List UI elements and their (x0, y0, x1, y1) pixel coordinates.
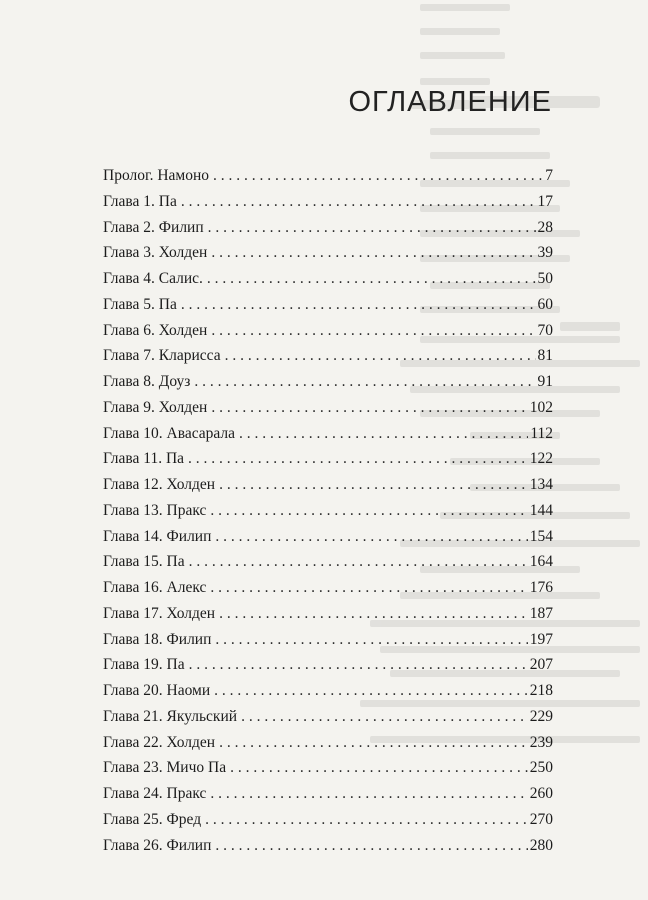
toc-entry-label: Глава 17. Холден (103, 604, 216, 622)
dot-leader (205, 807, 528, 833)
toc-entry (103, 215, 553, 241)
toc-entry-label: Глава 24. Пракс (103, 785, 207, 802)
toc-entry (103, 730, 553, 756)
toc-entry (103, 524, 553, 550)
page-title: ОГЛАВЛЕНИЕ (348, 86, 552, 118)
toc-entry-page: 164 (529, 553, 553, 571)
dot-leader (181, 292, 536, 318)
toc-entry-label: Пролог. Намоно (103, 167, 210, 184)
dot-leader (213, 163, 543, 189)
toc-entry-label: Глава 15. Па (103, 553, 185, 571)
toc-entry-page: 207 (529, 656, 553, 674)
toc-entry-label: Глава 26. Филип (103, 836, 212, 854)
dot-leader (219, 601, 528, 627)
toc-entry-label: Глава 4. Салис. (103, 270, 203, 287)
toc-entry (103, 704, 553, 730)
toc-entry-label: Глава 20. Наоми (103, 682, 211, 699)
toc-entry-label: Глава 8. Доуз (103, 373, 191, 390)
dot-leader (215, 833, 527, 859)
toc-entry-label: Глава 25. Фред (103, 810, 202, 828)
toc-entry-page: 50 (537, 270, 553, 287)
toc-entry-page: 81 (537, 347, 553, 365)
toc-entry-page: 187 (529, 604, 553, 622)
toc-entry-page: 280 (529, 836, 553, 854)
toc-entry (103, 678, 553, 704)
dot-leader (210, 575, 527, 601)
toc-entry-page: 122 (529, 450, 553, 468)
toc-entry-page: 250 (529, 759, 553, 777)
dot-leader (219, 730, 528, 756)
toc-entry-page: 17 (537, 192, 553, 210)
toc-entry-page: 154 (529, 527, 553, 545)
toc-entry-label: Глава 6. Холден (103, 321, 208, 339)
toc-entry-page: 260 (529, 785, 553, 802)
toc-entry-page: 176 (529, 579, 553, 596)
toc-entry (103, 601, 553, 627)
toc-entry-page: 112 (530, 424, 553, 442)
dot-leader (211, 240, 535, 266)
toc-entry (103, 446, 553, 472)
toc-entry-label: Глава 16. Алекс (103, 579, 207, 596)
dot-leader (225, 343, 536, 369)
toc-entry-label: Глава 3. Холден (103, 244, 208, 262)
toc-entry (103, 472, 553, 498)
toc-entry-page: 270 (529, 810, 553, 828)
toc-entry-page: 144 (529, 501, 553, 519)
toc-entry-label: Глава 5. Па (103, 295, 177, 313)
toc-entry-page: 229 (529, 707, 553, 725)
toc-entry-page: 134 (529, 476, 553, 493)
dot-leader (230, 755, 528, 781)
toc-entry-label: Глава 10. Авасарала (103, 424, 236, 442)
toc-entry (103, 421, 553, 447)
toc-entry (103, 575, 553, 601)
toc-entry-page: 70 (537, 321, 553, 339)
dot-leader (189, 549, 528, 575)
toc-entry (103, 627, 553, 653)
toc-entry-page: 7 (545, 167, 553, 184)
dot-leader (239, 421, 528, 447)
toc-entry-label: Глава 7. Кларисса (103, 347, 221, 365)
toc-entry (103, 807, 553, 833)
toc-entry-page: 91 (537, 373, 553, 390)
dot-leader (181, 189, 536, 215)
dot-leader (214, 678, 528, 704)
toc-entry (103, 163, 553, 189)
toc-entry (103, 240, 553, 266)
toc-entry-label: Глава 2. Филип (103, 218, 204, 236)
toc-entry (103, 652, 553, 678)
toc-entry-label: Глава 22. Холден (103, 733, 216, 751)
dot-leader (207, 266, 536, 292)
toc-entry (103, 549, 553, 575)
toc-entry (103, 318, 553, 344)
toc-entry-label: Глава 12. Холден (103, 476, 216, 493)
toc-entry-page: 60 (537, 295, 553, 313)
toc-entry (103, 833, 553, 859)
dot-leader (215, 524, 527, 550)
toc-entry-label: Глава 1. Па (103, 192, 177, 210)
dot-leader (210, 781, 527, 807)
toc-entry-label: Глава 13. Пракс (103, 501, 207, 519)
dot-leader (211, 395, 527, 421)
toc-entry (103, 189, 553, 215)
dot-leader (210, 498, 527, 524)
table-of-contents (103, 163, 553, 858)
toc-entry (103, 755, 553, 781)
dot-leader (219, 472, 528, 498)
toc-entry-page: 39 (537, 244, 553, 262)
toc-entry (103, 395, 553, 421)
toc-entry-label: Глава 11. Па (103, 450, 185, 468)
toc-entry (103, 266, 553, 292)
toc-entry (103, 292, 553, 318)
dot-leader (194, 369, 535, 395)
toc-entry-label: Глава 21. Якульский (103, 707, 238, 725)
dot-leader (215, 627, 527, 653)
toc-entry (103, 498, 553, 524)
toc-entry-page: 102 (529, 398, 553, 416)
toc-entry (103, 369, 553, 395)
dot-leader (188, 446, 528, 472)
toc-entry-label: Глава 23. Мичо Па (103, 759, 227, 777)
toc-entry-page: 218 (529, 682, 553, 699)
toc-entry-page: 239 (529, 733, 553, 751)
toc-entry-label: Глава 18. Филип (103, 630, 212, 648)
toc-entry (103, 781, 553, 807)
toc-entry-page: 28 (537, 218, 553, 236)
toc-entry (103, 343, 553, 369)
toc-entry-label: Глава 19. Па (103, 656, 185, 674)
dot-leader (189, 652, 528, 678)
toc-entry-label: Глава 14. Филип (103, 527, 212, 545)
dot-leader (211, 318, 535, 344)
toc-entry-page: 197 (529, 630, 553, 648)
toc-entry-label: Глава 9. Холден (103, 398, 208, 416)
dot-leader (208, 215, 536, 241)
dot-leader (241, 704, 528, 730)
